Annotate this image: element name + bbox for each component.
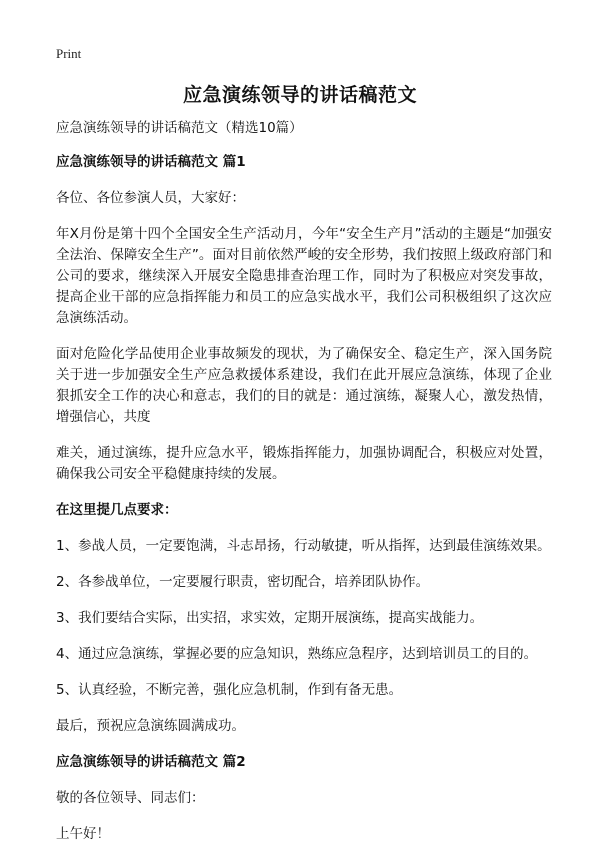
- requirement-item-2: 2、各参战单位，一定要履行职责，密切配合，培养团队协作。: [56, 574, 430, 590]
- requirements-heading: 在这里提几点要求：: [56, 502, 178, 518]
- requirement-item-4: 4、通过应急演练，掌握必要的应急知识，熟练应急程序，达到培训员工的目的。: [56, 646, 538, 662]
- closing-paragraph: 最后，预祝应急演练圆满成功。: [56, 718, 245, 734]
- requirement-item-3: 3、我们要结合实际，出实招，求实效，定期开展演练，提高实战能力。: [56, 610, 484, 626]
- section-heading-1: 应急演练领导的讲话稿范文 篇1: [56, 154, 246, 170]
- body-paragraph-1: 年X月份是第十四个全国安全生产活动月，今年“安全生产月”活动的主题是“加强安全法治、保障安全生产”。面对目前依然严峻的安全形势，我们按照上级政府部门和公司的要求，继续深入开展安全隐患排查治理工作，同时为了积极应对突发事故，提高企业干部的应急指挥能力和员工的应急实战水平，我们公司积极组织了这次应急演练活动。: [56, 226, 552, 326]
- greeting-paragraph: 各位、各位参演人员，大家好：: [56, 190, 245, 206]
- page-title: 应急演练领导的讲话稿范文: [182, 84, 417, 106]
- body-paragraph-2: 面对危险化学品使用企业事故频发的现状，为了确保安全、稳定生产，深入国务院关于进一步加强安全生产应急救援体系建设，我们在此开展应急演练，体现了企业狠抓安全工作的决心和意志，我们的目的就是：通过演练，凝聚人心，激发热情，增强信心，共度: [56, 346, 552, 425]
- section-heading-2: 应急演练领导的讲话稿范文 篇2: [56, 754, 246, 770]
- requirement-item-1: 1、参战人员，一定要饱满，斗志昂扬，行动敏捷，听从指挥，达到最佳演练效果。: [56, 538, 551, 554]
- print-label: Print: [56, 46, 82, 61]
- greeting-paragraph-2: 上午好！: [56, 826, 110, 842]
- salutation-paragraph: 敬的各位领导、同志们：: [56, 790, 205, 806]
- document-subtitle: 应急演练领导的讲话稿范文（精选10篇）: [56, 120, 303, 136]
- body-paragraph-3: 难关，通过演练，提升应急水平，锻炼指挥能力，加强协调配合，积极应对处置，确保我公司安全平稳健康持续的发展。: [56, 445, 552, 482]
- document-body: [56, 118, 552, 860]
- requirement-item-5: 5、认真经验，不断完善，强化应急机制，作到有备无患。: [56, 682, 403, 698]
